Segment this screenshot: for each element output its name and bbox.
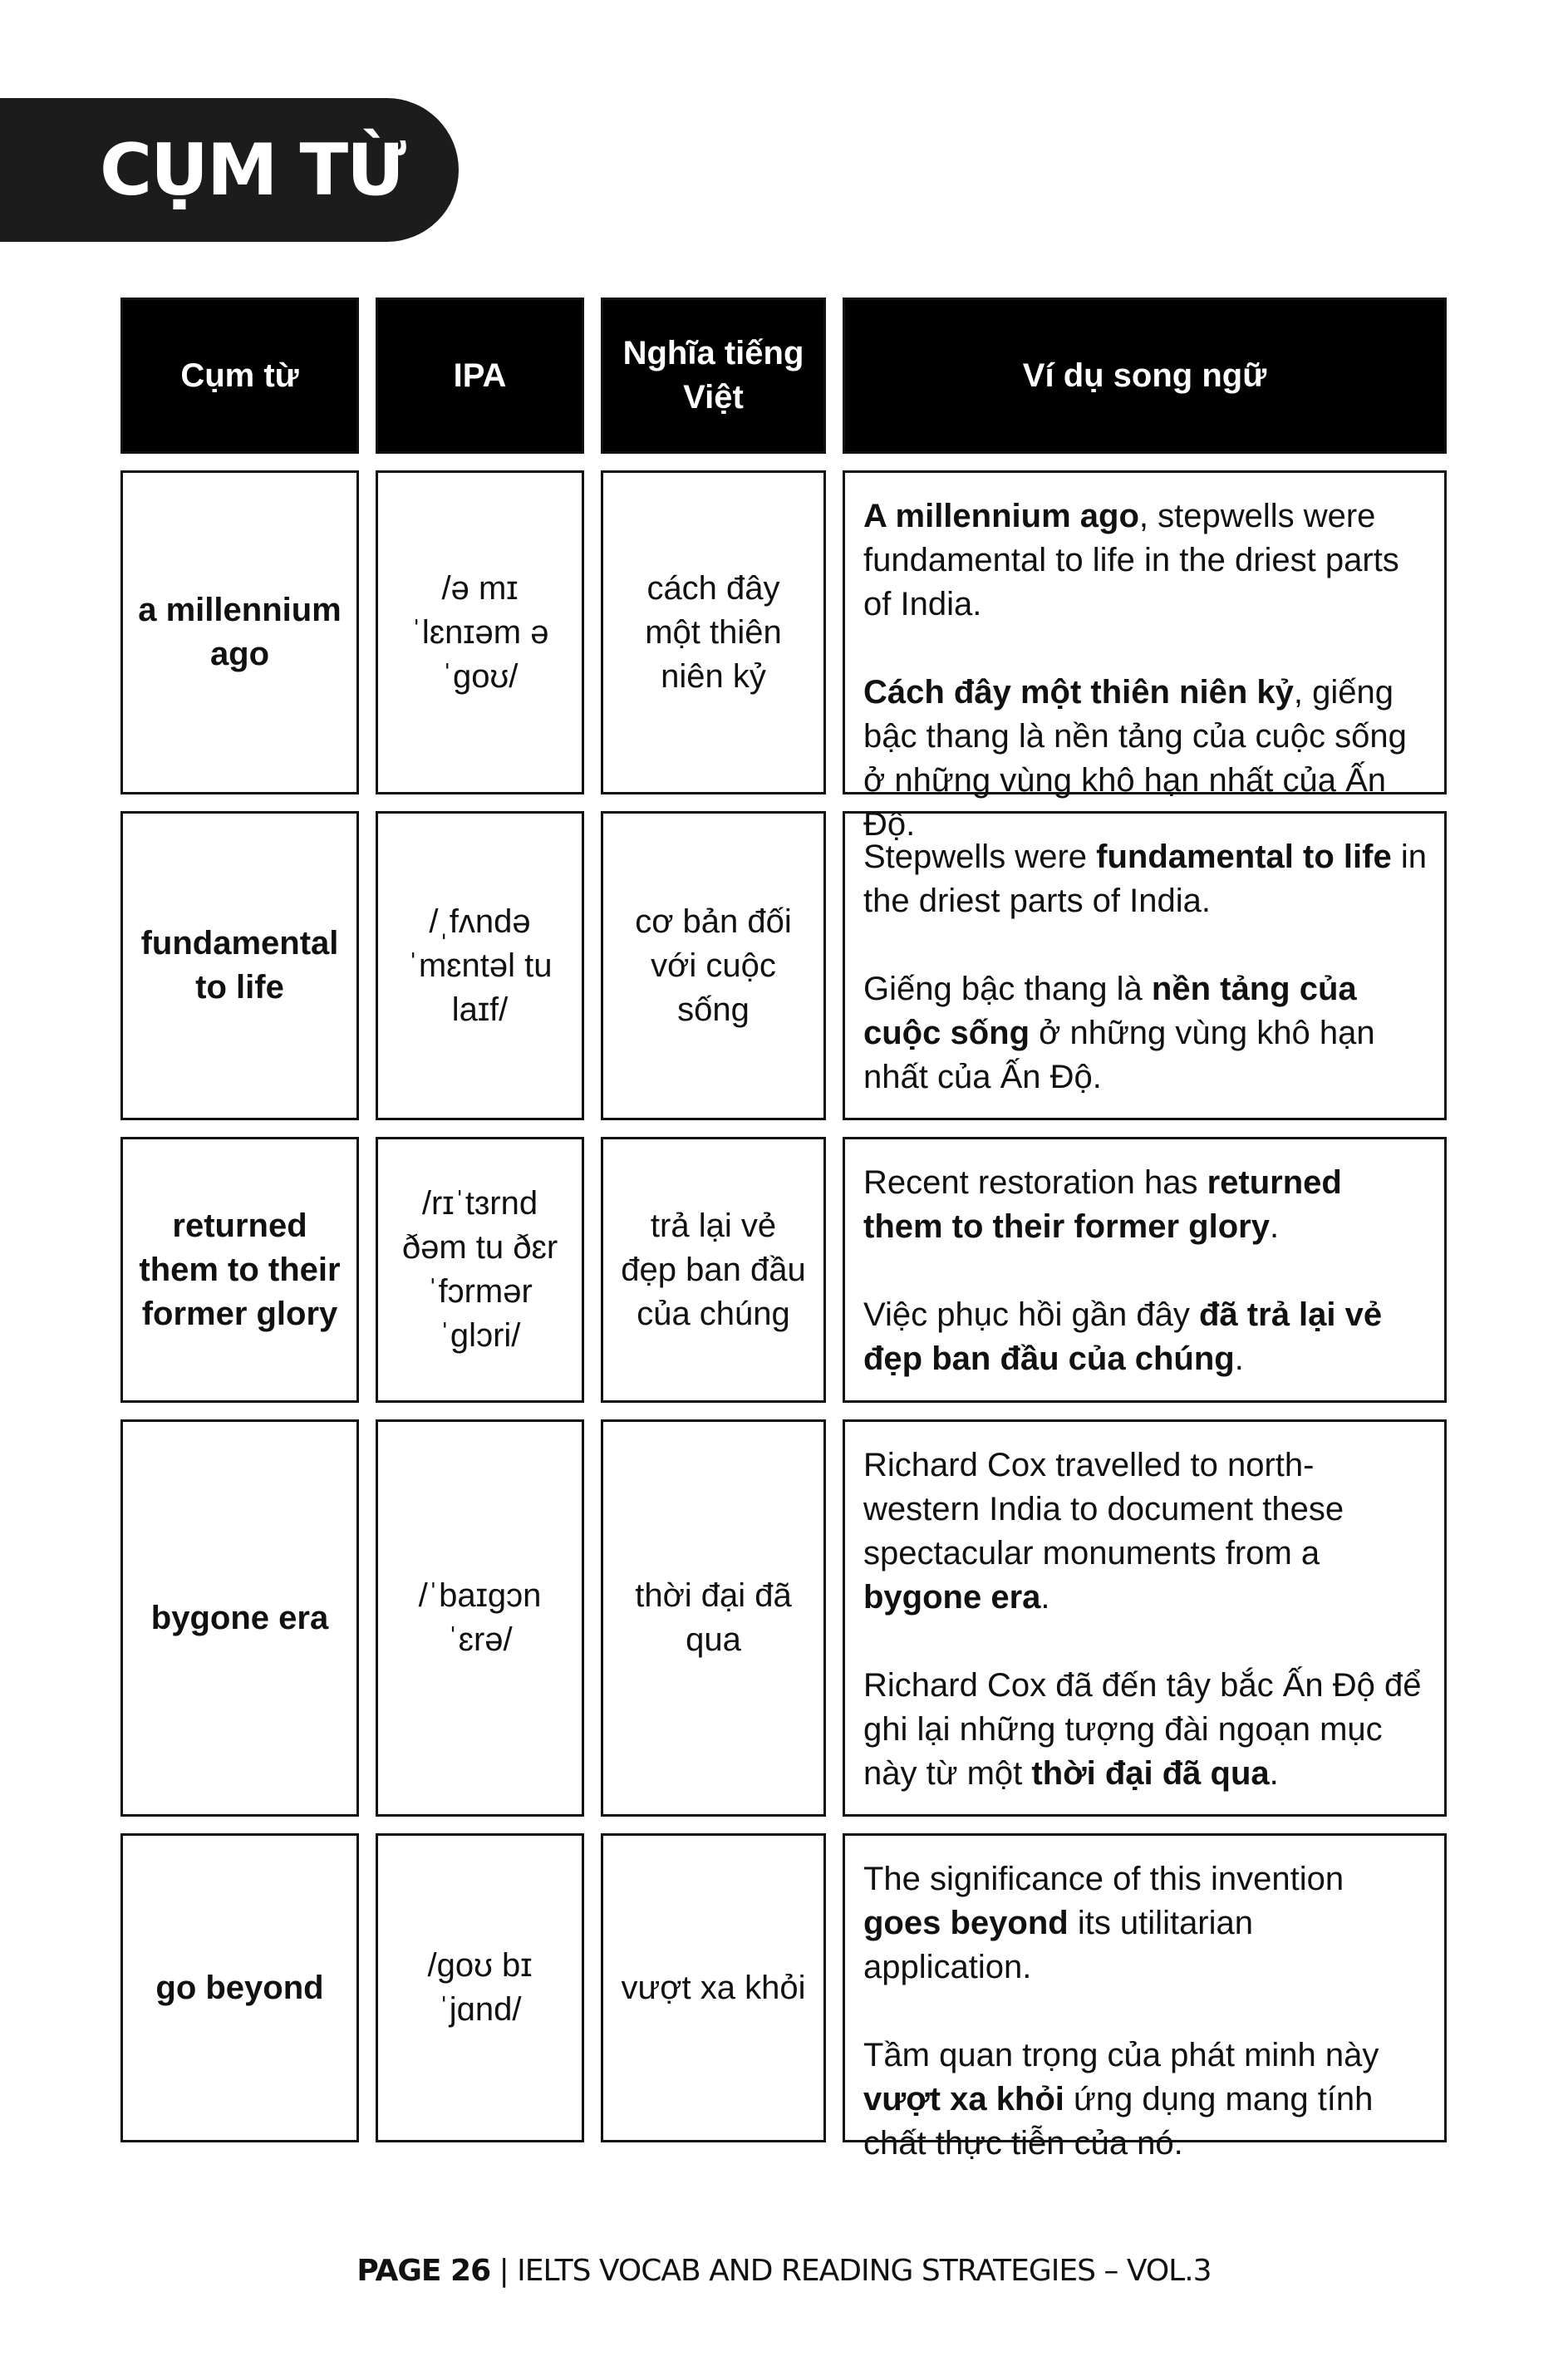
ipa-cell: /ˌfʌndə ˈmɛntəl tu laɪf/ (376, 811, 584, 1120)
footer-separator: | (499, 2254, 509, 2288)
ipa-cell: /rɪˈtɜrnd ðəm tu ðɛr ˈfɔrmər ˈɡlɔri/ (376, 1137, 584, 1403)
example-vietnamese-part: . (1269, 1755, 1279, 1792)
example-cell (843, 1419, 1447, 1817)
example-vietnamese-part: đã trả lại vẻ đẹp ban đầu của chúng (863, 1296, 1383, 1377)
example-english-part: bygone era (863, 1579, 1041, 1616)
header-ipa: IPA (376, 298, 584, 454)
meaning-cell: vượt xa khỏi (601, 1833, 826, 2142)
header-meaning: Nghĩa tiếng Việt (601, 298, 826, 454)
section-title-banner (0, 98, 459, 242)
example-vietnamese-part: vượt xa khỏi (863, 2081, 1064, 2117)
page-number: PAGE 26 (356, 2254, 491, 2288)
example-vietnamese-part: . (1234, 1340, 1244, 1377)
example-english-part: Recent restoration has (863, 1164, 1207, 1201)
example-english (863, 835, 1428, 923)
example-cell (843, 811, 1447, 1120)
example-english-part: in the driest parts of India. (863, 839, 1427, 919)
example-english-part: its utilitarian application. (863, 1905, 1254, 1985)
example-vietnamese-part: Giếng bậc thang là (863, 971, 1152, 1007)
meaning-cell: cách đây một thiên niên kỷ (601, 470, 826, 794)
example-english (863, 1444, 1428, 1620)
header-phrase: Cụm từ (120, 298, 359, 454)
example-cell (843, 1833, 1447, 2162)
example-english-part: Stepwells were (863, 839, 1097, 875)
example-english (863, 1857, 1428, 1990)
phrase-cell: returned them to their former glory (120, 1137, 359, 1403)
example-vietnamese (863, 1293, 1428, 1381)
ipa-cell: /ə mɪˈlɛnɪəm əˈɡoʊ/ (376, 470, 584, 794)
example-vietnamese-part: ứng dụng mang tính chất thực tiễn của nó. (863, 2081, 1374, 2162)
example-vietnamese-part: Tầm quan trọng của phát minh này (863, 2037, 1379, 2073)
header-example: Ví dụ song ngữ (843, 298, 1447, 454)
page-footer (0, 2254, 1568, 2288)
example-vietnamese-part: Richard Cox đã đến tây bắc Ấn Độ để ghi lại những tượng đài ngoạn mục này từ một (863, 1667, 1422, 1792)
example-vietnamese-part: Việc phục hồi gần đây (863, 1296, 1200, 1333)
example-vietnamese (863, 967, 1428, 1099)
example-english-part: A millennium ago (863, 498, 1139, 534)
example-cell (843, 1137, 1447, 1403)
section-title: CỤM TỪ (100, 128, 405, 212)
example-vietnamese-part: nền tảng của cuộc sống (863, 971, 1357, 1051)
example-vietnamese (863, 2034, 1428, 2166)
example-english-part: fundamental to life (1096, 839, 1392, 875)
example-vietnamese (863, 1664, 1428, 1796)
example-vietnamese-part: Cách đây một thiên niên kỷ (863, 674, 1294, 711)
ipa-cell: /ˈbaɪɡɔn ˈɛrə/ (376, 1419, 584, 1817)
phrase-cell: fundamental to life (120, 811, 359, 1120)
example-english-part: goes beyond (863, 1905, 1069, 1941)
example-vietnamese-part: , giếng bậc thang là nền tảng của cuộc sống ở những vùng khô hạn nhất của Ấn Độ. (863, 674, 1407, 843)
book-title: IELTS VOCAB AND READING STRATEGIES – VOL.3 (517, 2254, 1212, 2288)
example-english-part: , stepwells were fundamental to life in the driest parts of India. (863, 498, 1399, 622)
example-english (863, 494, 1428, 627)
meaning-cell: cơ bản đối với cuộc sống (601, 811, 826, 1120)
meaning-cell: thời đại đã qua (601, 1419, 826, 1817)
example-vietnamese-part: thời đại đã qua (1031, 1755, 1270, 1792)
ipa-cell: /ɡoʊ bɪ ˈjɑnd/ (376, 1833, 584, 2142)
example-english-part: . (1269, 1208, 1280, 1245)
example-vietnamese-part: ở những vùng khô hạn nhất của Ấn Độ. (863, 1015, 1375, 1095)
example-english-part: Richard Cox travelled to north-western India to document these spectacular monuments from a (863, 1447, 1344, 1571)
example-cell (843, 470, 1447, 843)
phrase-cell: a millennium ago (120, 470, 359, 794)
example-english (863, 1161, 1428, 1249)
vocab-table (120, 298, 1447, 2162)
meaning-cell: trả lại vẻ đẹp ban đầu của chúng (601, 1137, 826, 1403)
example-english-part: returned them to their former glory (863, 1164, 1342, 1245)
example-english-part: . (1040, 1579, 1050, 1616)
phrase-cell: bygone era (120, 1419, 359, 1817)
example-english-part: The significance of this invention (863, 1861, 1344, 1897)
phrase-cell: go beyond (120, 1833, 359, 2142)
